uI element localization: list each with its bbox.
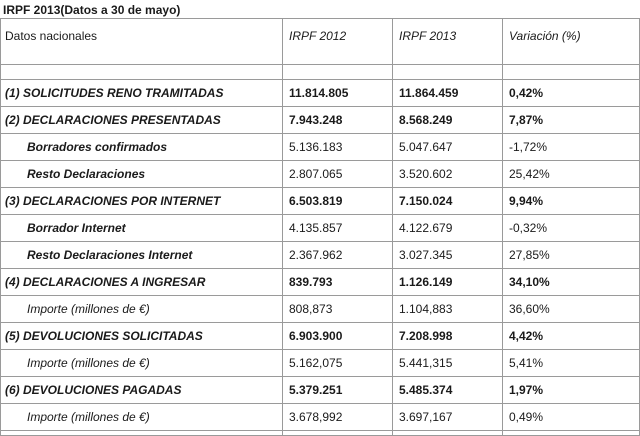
value-2012: 5.136.183 — [283, 134, 393, 161]
row-label: Borradores confirmados — [1, 134, 283, 161]
header-irpf-2012: IRPF 2012 — [283, 19, 393, 65]
variation: 4,42% — [503, 323, 640, 350]
value-2013: 7.208.998 — [393, 323, 503, 350]
variation: 0,49% — [503, 404, 640, 431]
value-2012: 808,873 — [283, 296, 393, 323]
value-2013: 8.568.249 — [393, 107, 503, 134]
variation: 5,41% — [503, 350, 640, 377]
row-label: Borrador Internet — [1, 215, 283, 242]
table-row — [1, 296, 640, 323]
table-row — [1, 134, 640, 161]
value-2012: 11.814.805 — [283, 80, 393, 107]
value-2012: 6.503.819 — [283, 188, 393, 215]
header-row — [1, 19, 640, 65]
row-label: (2) DECLARACIONES PRESENTADAS — [1, 107, 283, 134]
spacer-cell — [393, 65, 503, 80]
table-row — [1, 80, 640, 107]
row-label: (1) SOLICITUDES RENO TRAMITADAS — [1, 80, 283, 107]
header-variacion: Variación (%) — [503, 19, 640, 65]
value-2013: 7.150.024 — [393, 188, 503, 215]
variation: 9,94% — [503, 188, 640, 215]
table-row — [1, 161, 640, 188]
table-row — [1, 377, 640, 404]
table-row — [1, 107, 640, 134]
table-row — [1, 323, 640, 350]
value-2012: 839.793 — [283, 269, 393, 296]
irpf-table — [0, 18, 640, 436]
variation: -0,32% — [503, 215, 640, 242]
spacer-cell — [283, 65, 393, 80]
value-2012: 6.903.900 — [283, 323, 393, 350]
value-2012: 5.379.251 — [283, 377, 393, 404]
row-label: (4) DECLARACIONES A INGRESAR — [1, 269, 283, 296]
spacer-row — [1, 65, 640, 80]
table-row — [1, 350, 640, 377]
value-2013: 3.697,167 — [393, 404, 503, 431]
row-label: Importe (millones de €) — [1, 350, 283, 377]
value-2013: 4.122.679 — [393, 215, 503, 242]
tail-cell — [393, 431, 503, 436]
spacer-cell — [503, 65, 640, 80]
variation: 25,42% — [503, 161, 640, 188]
value-2013: 3.520.602 — [393, 161, 503, 188]
row-label: Resto Declaraciones — [1, 161, 283, 188]
table-row — [1, 215, 640, 242]
value-2013: 3.027.345 — [393, 242, 503, 269]
header-irpf-2013: IRPF 2013 — [393, 19, 503, 65]
row-label: (6) DEVOLUCIONES PAGADAS — [1, 377, 283, 404]
variation: -1,72% — [503, 134, 640, 161]
spacer-cell — [1, 65, 283, 80]
value-2013: 1.126.149 — [393, 269, 503, 296]
value-2013: 1.104,883 — [393, 296, 503, 323]
row-label: Resto Declaraciones Internet — [1, 242, 283, 269]
variation: 36,60% — [503, 296, 640, 323]
row-label: (3) DECLARACIONES POR INTERNET — [1, 188, 283, 215]
variation: 7,87% — [503, 107, 640, 134]
table-row — [1, 242, 640, 269]
value-2013: 5.485.374 — [393, 377, 503, 404]
row-label: (5) DEVOLUCIONES SOLICITADAS — [1, 323, 283, 350]
value-2012: 2.807.065 — [283, 161, 393, 188]
value-2012: 2.367.962 — [283, 242, 393, 269]
value-2013: 5.047.647 — [393, 134, 503, 161]
value-2012: 3.678,992 — [283, 404, 393, 431]
row-label: Importe (millones de €) — [1, 404, 283, 431]
value-2013: 11.864.459 — [393, 80, 503, 107]
variation: 27,85% — [503, 242, 640, 269]
tail-row — [1, 431, 640, 436]
value-2012: 5.162,075 — [283, 350, 393, 377]
table-row — [1, 269, 640, 296]
variation: 1,97% — [503, 377, 640, 404]
variation: 34,10% — [503, 269, 640, 296]
table-title: IRPF 2013(Datos a 30 de mayo) — [3, 3, 181, 17]
tail-cell — [503, 431, 640, 436]
table-row — [1, 188, 640, 215]
value-2012: 4.135.857 — [283, 215, 393, 242]
header-datos-nacionales: Datos nacionales — [1, 19, 283, 65]
variation: 0,42% — [503, 80, 640, 107]
tail-cell — [283, 431, 393, 436]
value-2013: 5.441,315 — [393, 350, 503, 377]
table-row — [1, 404, 640, 431]
tail-cell — [1, 431, 283, 436]
value-2012: 7.943.248 — [283, 107, 393, 134]
row-label: Importe (millones de €) — [1, 296, 283, 323]
